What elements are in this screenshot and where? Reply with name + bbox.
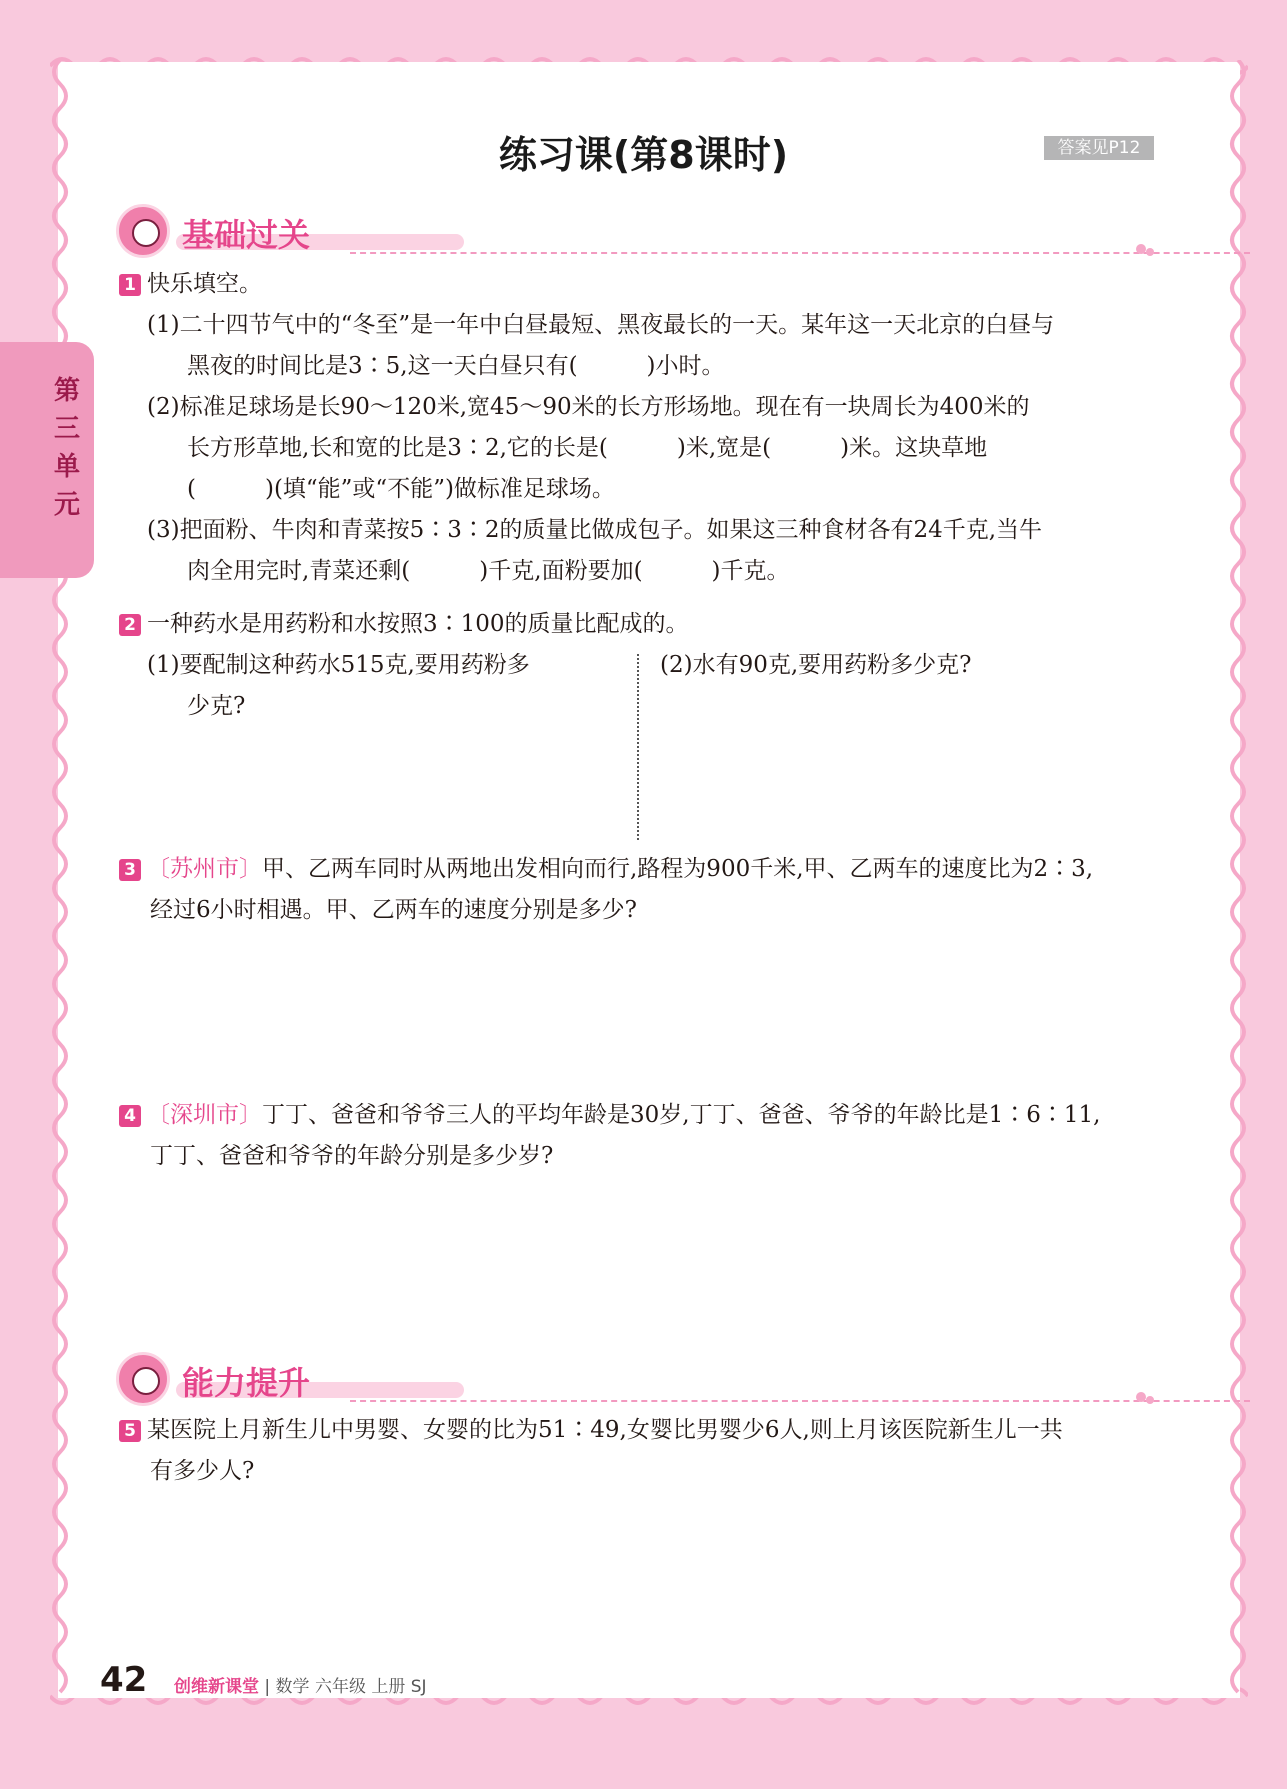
page-title: 练习课(第8课时) [498, 133, 789, 177]
question-3 [119, 849, 1093, 890]
question-number-badge: 5 [119, 1420, 141, 1442]
section-divider [350, 252, 1250, 254]
question-2 [119, 604, 689, 645]
decorative-wave-border-left [46, 60, 70, 1700]
dot-icon [1136, 244, 1146, 254]
question-4-line2: 丁丁、爸爸和爷爷的年龄分别是多少岁? [150, 1143, 554, 1169]
unit-tab-label: 第三单元 [53, 376, 80, 520]
section-header-advanced [116, 1352, 1156, 1408]
q1-part2-line1: (2)标准足球场是长90～120米,宽45～90米的长方形场地。现在有一块周长为400米的 [147, 394, 1030, 420]
question-5-line2: 有多少人? [150, 1458, 255, 1484]
q1-part1-line1: (1)二十四节气中的“冬至”是一年中白昼最短、黑夜最长的一天。某年这一天北京的白昼与 [147, 312, 1055, 338]
question-5 [119, 1410, 1063, 1451]
section-title: 能力提升 [182, 1364, 311, 1402]
mascot-icon [116, 1352, 170, 1406]
q1-part3-line1: (3)把面粉、牛肉和青菜按5∶3∶2的质量比做成包子。如果这三种食材各有24千克,当牛 [147, 517, 1043, 543]
question-4 [119, 1095, 1100, 1136]
q1-part1-line2: 黑夜的时间比是3∶5,这一天白昼只有( )小时。 [187, 353, 725, 379]
section-header-basic [116, 204, 1156, 260]
question-number-badge: 3 [119, 859, 141, 881]
q2-part1-line1: (1)要配制这种药水515克,要用药粉多 [147, 652, 530, 678]
section-title: 基础过关 [182, 216, 311, 254]
question-prompt: 一种药水是用药粉和水按照3∶100的质量比配成的。 [147, 611, 689, 637]
question-text-line1: 丁丁、爸爸和爷爷三人的平均年龄是30岁,丁丁、爸爸、爷爷的年龄比是1∶6∶11, [262, 1102, 1101, 1128]
section-divider [350, 1400, 1250, 1402]
source-tag: 〔深圳市〕 [147, 1102, 262, 1128]
page-number: 42 [100, 1660, 148, 1700]
q2-part1-line2: 少克? [187, 693, 246, 719]
dot-icon [1146, 1396, 1154, 1404]
footer-brand: 创维新课堂 [174, 1677, 259, 1697]
q1-part2-line2: 长方形草地,长和宽的比是3∶2,它的长是( )米,宽是( )米。这块草地 [187, 435, 988, 461]
mascot-icon [116, 204, 170, 258]
source-tag: 〔苏州市〕 [147, 856, 262, 882]
question-number-badge: 2 [119, 614, 141, 636]
unit-side-tab [0, 342, 94, 578]
column-divider [637, 654, 639, 840]
decorative-wave-border-right [1228, 60, 1252, 1700]
question-1 [119, 264, 262, 305]
footer-info [174, 1672, 427, 1697]
question-number-badge: 1 [119, 274, 141, 296]
footer-subject: | 数学 六年级 上册 SJ [264, 1677, 427, 1697]
question-text-line1: 某医院上月新生儿中男婴、女婴的比为51∶49,女婴比男婴少6人,则上月该医院新生儿一共 [147, 1417, 1063, 1443]
question-number-badge: 4 [119, 1105, 141, 1127]
dot-icon [1146, 248, 1154, 256]
answer-reference-badge: 答案见P12 [1044, 136, 1154, 160]
dot-icon [1136, 1392, 1146, 1402]
question-prompt: 快乐填空。 [147, 271, 262, 297]
q1-part2-line3: ( )(填“能”或“不能”)做标准足球场。 [187, 476, 615, 502]
question-3-line2: 经过6小时相遇。甲、乙两车的速度分别是多少? [150, 897, 637, 923]
q1-part3-line2: 肉全用完时,青菜还剩( )千克,面粉要加( )千克。 [187, 558, 790, 584]
question-text-line1: 甲、乙两车同时从两地出发相向而行,路程为900千米,甲、乙两车的速度比为2∶3, [262, 856, 1094, 882]
q2-part2: (2)水有90克,要用药粉多少克? [660, 652, 972, 678]
